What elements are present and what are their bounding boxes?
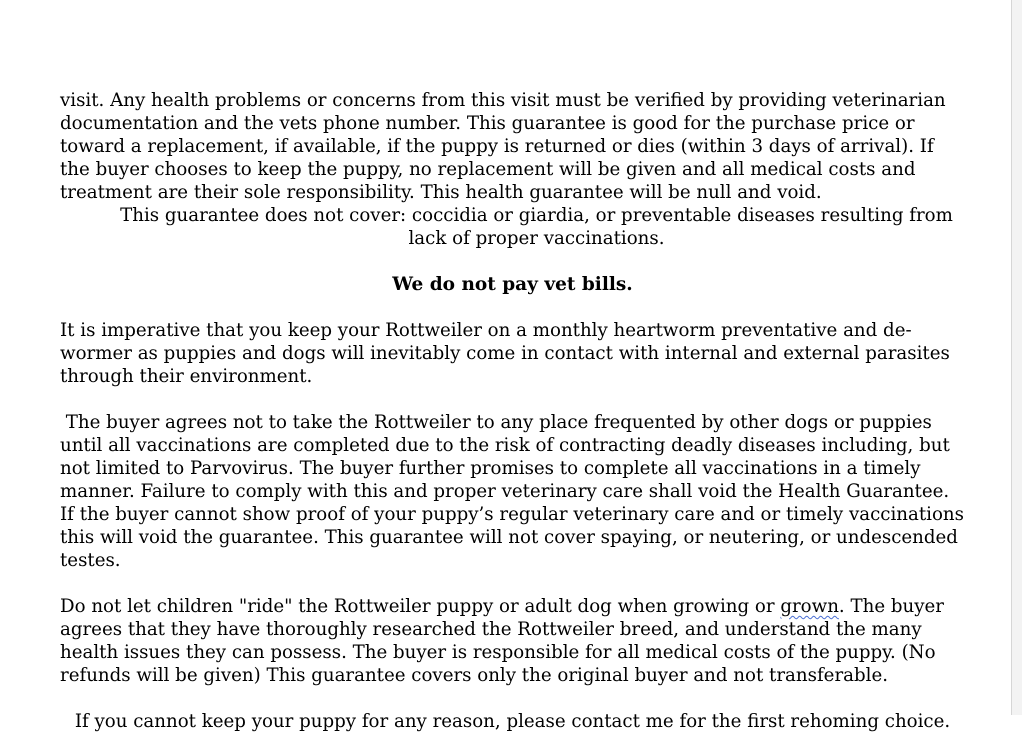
paragraph-heartworm: It is imperative that you keep your Rottweiler on a monthly heartworm preventative and de-wormer as puppies and dogs will inevitably come in contact with internal and external parasites through their environment. [60, 320, 950, 387]
blank-line [60, 250, 965, 273]
spellcheck-flagged-word[interactable]: grown [780, 596, 839, 617]
paragraph-rehoming: If you cannot keep your puppy for any reason, please contact me for the first rehoming choice. [74, 711, 951, 732]
paragraph-vaccinations: The buyer agrees not to take the Rottweiler to any place frequented by other dogs or puppies until all vaccinations are completed due to the risk of contracting deadly diseases including, but not limited to Parvovirus. The buyer further promises to complete all vaccinations in a timely manner. Failure to comply with this and proper veterinary care shall void the Health Guarantee. If the buyer cannot show proof of your puppy’s regular veterinary care and or timely vaccinations this will void the guarantee. This guarantee will not cover spaying, or neutering, or undescended testes. [60, 412, 970, 571]
paragraph-children-start: Do not let children "ride" the Rottweiler puppy or adult dog when growing or [60, 596, 781, 617]
paragraph-vet-visit: visit. Any health problems or concerns from this visit must be verified by providing veterinarian documentation and the vets phone number. This guarantee is good for the purchase price or toward a replacement, if available, if the puppy is returned or dies (within 3 days of arrival). If the buyer chooses to keep the puppy, no replacement will be given and all medical costs and treatment are their sole responsibility. This health guarantee will be null and void. [60, 90, 946, 203]
paragraph-children-end: . The buyer agrees that they have thoroughly researched the Rottweiler breed, and understand the many health issues they can possess. The buyer is responsible for all medical costs of the puppy. (No refunds will be given) This guarantee covers only the original buyer and not transferable. [60, 596, 944, 686]
paragraph-guarantee-exclusions: This guarantee does not cover: coccidia or giardia, or preventable diseases resulting from lack of proper vaccinations. [120, 205, 953, 249]
blank-line [60, 296, 965, 319]
paragraph-children [60, 595, 965, 687]
blank-line [60, 388, 965, 411]
vet-bills-notice: We do not pay vet bills. [392, 274, 633, 295]
window-edge [1011, 0, 1022, 715]
blank-line [60, 687, 965, 710]
blank-line [60, 572, 965, 595]
document-body[interactable] [60, 89, 970, 733]
